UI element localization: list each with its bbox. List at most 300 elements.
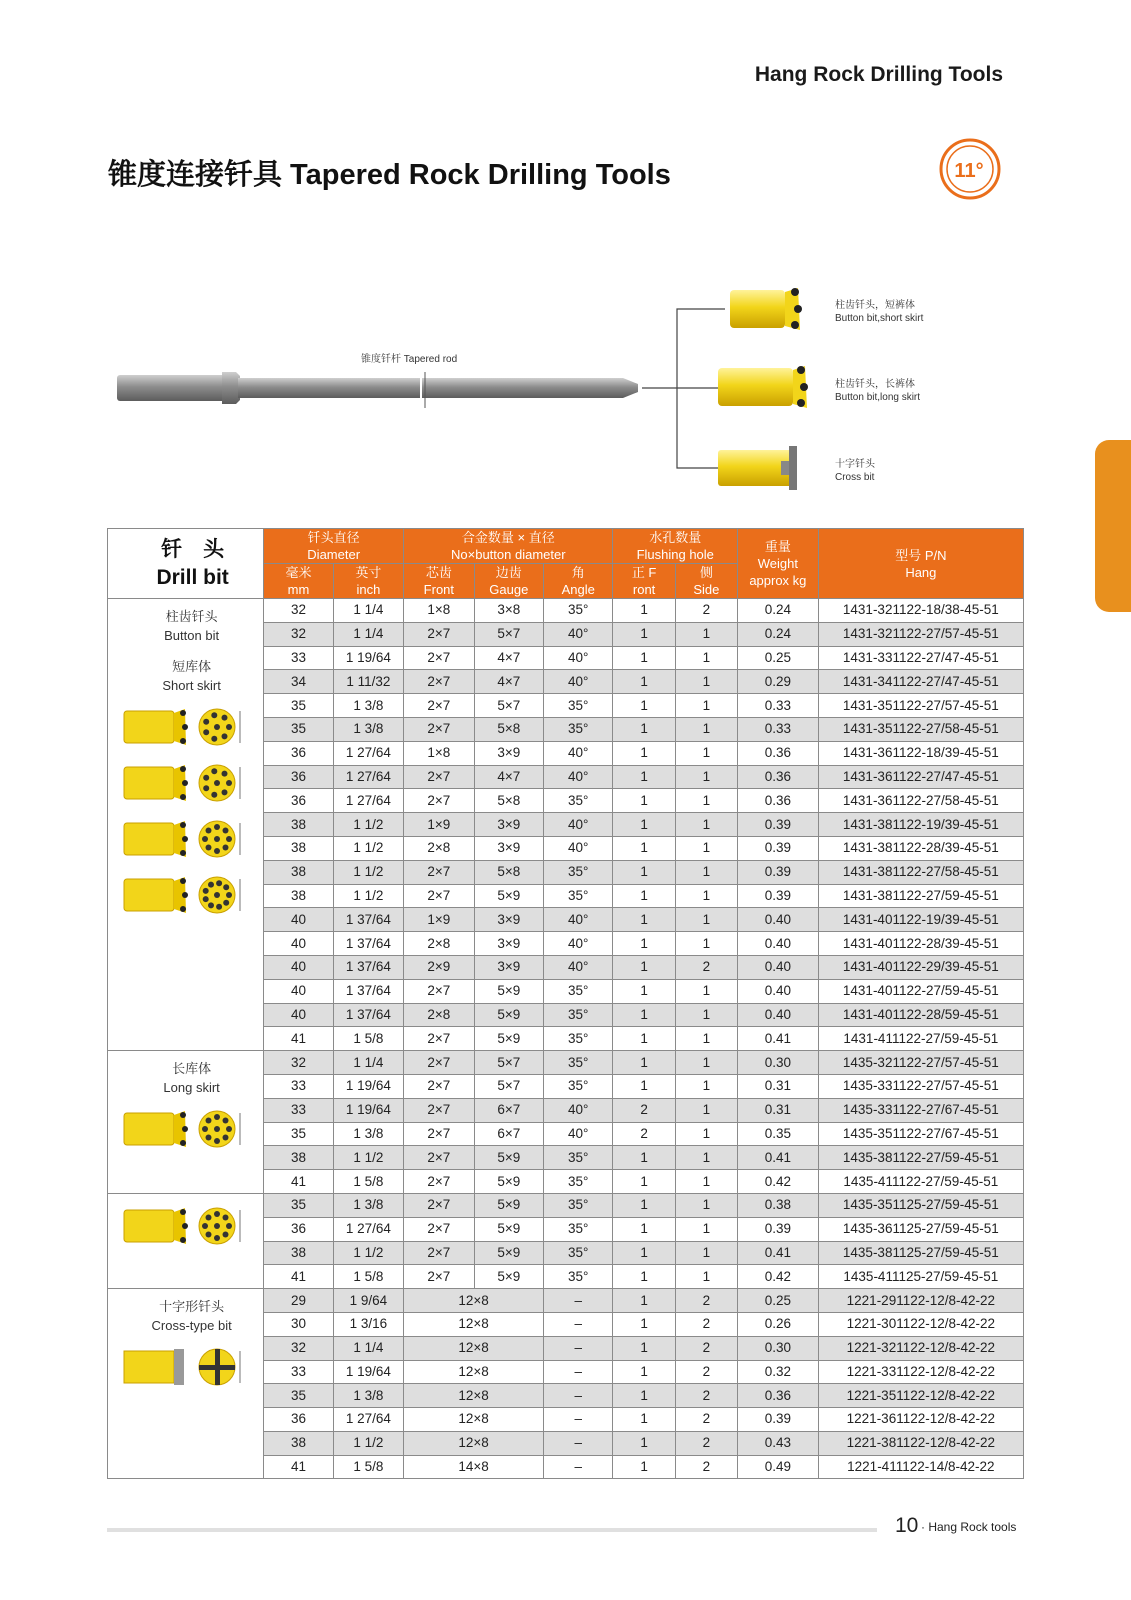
group-label-cross: 十字形钎头 Cross-type bit	[151, 1299, 232, 1334]
cell-flush-side: 1	[675, 884, 737, 908]
cell-inch: 1 1/4	[333, 599, 403, 623]
cell-buttons: 12×8	[404, 1289, 544, 1313]
cell-buttons: 12×8	[404, 1384, 544, 1408]
cell-gauge: 4×7	[474, 670, 543, 694]
cell-flush-front: 1	[613, 599, 675, 623]
group-label-long: 长库体 Long skirt	[163, 1061, 220, 1096]
cell-inch: 1 3/8	[333, 1193, 403, 1217]
cell-angle: 40°	[544, 908, 613, 932]
cell-gauge: 5×9	[474, 1146, 543, 1170]
cell-gauge: 4×7	[474, 646, 543, 670]
cell-weight: 0.35	[738, 1122, 819, 1146]
cell-part-number: 1431-381122-27/59-45-51	[818, 884, 1023, 908]
cell-gauge: 3×9	[474, 932, 543, 956]
cell-inch: 1 3/8	[333, 694, 403, 718]
cell-part-number: 1221-321122-12/8-42-22	[818, 1336, 1023, 1360]
cell-part-number: 1221-291122-12/8-42-22	[818, 1289, 1023, 1313]
cell-gauge: 5×9	[474, 1027, 543, 1051]
cell-angle: 35°	[544, 717, 613, 741]
cell-flush-side: 1	[675, 1170, 737, 1194]
cell-mm: 35	[264, 1384, 333, 1408]
cell-weight: 0.39	[738, 1217, 819, 1241]
cell-mm: 36	[264, 765, 333, 789]
cell-mm: 38	[264, 813, 333, 837]
cell-mm: 40	[264, 979, 333, 1003]
cell-angle: 35°	[544, 1217, 613, 1241]
cell-gauge: 5×9	[474, 1241, 543, 1265]
cell-flush-side: 2	[675, 599, 737, 623]
cell-angle: –	[544, 1455, 613, 1479]
cell-front: 2×7	[404, 1051, 474, 1075]
cell-flush-side: 1	[675, 813, 737, 837]
cell-buttons: 12×8	[404, 1431, 544, 1455]
cell-weight: 0.40	[738, 979, 819, 1003]
cell-front: 2×7	[404, 717, 474, 741]
cell-angle: 40°	[544, 1098, 613, 1122]
button-bit-long-skirt-icon	[718, 366, 808, 408]
cell-angle: 40°	[544, 1122, 613, 1146]
bit-thumbnail-icon	[122, 1204, 247, 1250]
cell-flush-side: 1	[675, 789, 737, 813]
cell-inch: 1 1/2	[333, 884, 403, 908]
cell-angle: 35°	[544, 1241, 613, 1265]
cell-mm: 38	[264, 1241, 333, 1265]
cell-flush-side: 1	[675, 836, 737, 860]
header-mm: 毫米 mm	[264, 564, 333, 599]
cell-mm: 41	[264, 1455, 333, 1479]
bit-thumbnail-icon	[122, 1107, 247, 1153]
cell-inch: 1 1/2	[333, 1241, 403, 1265]
cell-weight: 0.40	[738, 955, 819, 979]
cell-front: 2×7	[404, 1193, 474, 1217]
cell-flush-side: 1	[675, 1265, 737, 1289]
rod-label: 锥度钎杆 Tapered rod	[361, 354, 458, 365]
cell-weight: 0.36	[738, 741, 819, 765]
cell-front: 2×7	[404, 1098, 474, 1122]
cell-gauge: 6×7	[474, 1098, 543, 1122]
cell-angle: 35°	[544, 1074, 613, 1098]
cell-flush-front: 1	[613, 789, 675, 813]
bit-thumbnail-icon	[122, 817, 247, 863]
cell-flush-front: 1	[613, 1193, 675, 1217]
cell-mm: 38	[264, 1431, 333, 1455]
angle-badge-text: 11°	[954, 160, 984, 182]
cell-part-number: 1431-401122-19/39-45-51	[818, 908, 1023, 932]
page-number: 10	[895, 1514, 919, 1537]
cell-mm: 36	[264, 789, 333, 813]
cell-inch: 1 3/8	[333, 1122, 403, 1146]
cell-angle: 40°	[544, 813, 613, 837]
cell-flush-side: 1	[675, 1217, 737, 1241]
cell-flush-front: 1	[613, 1241, 675, 1265]
cell-flush-side: 1	[675, 670, 737, 694]
cell-weight: 0.40	[738, 1003, 819, 1027]
cell-part-number: 1221-381122-12/8-42-22	[818, 1431, 1023, 1455]
cell-gauge: 6×7	[474, 1122, 543, 1146]
cell-weight: 0.30	[738, 1051, 819, 1075]
table-corner: 钎 头 Drill bit	[108, 529, 264, 599]
header-front: 芯齿 Front	[404, 564, 474, 599]
cell-angle: 40°	[544, 765, 613, 789]
group-cross	[108, 1289, 264, 1479]
cell-mm: 32	[264, 1051, 333, 1075]
cell-inch: 1 1/2	[333, 836, 403, 860]
cell-mm: 41	[264, 1265, 333, 1289]
cell-angle: 40°	[544, 932, 613, 956]
cell-part-number: 1435-411122-27/59-45-51	[818, 1170, 1023, 1194]
cell-front: 2×7	[404, 670, 474, 694]
cell-mm: 36	[264, 1217, 333, 1241]
cell-flush-front: 1	[613, 670, 675, 694]
cell-flush-front: 1	[613, 741, 675, 765]
cell-mm: 32	[264, 599, 333, 623]
cell-inch: 1 27/64	[333, 1217, 403, 1241]
group-short-skirt	[108, 599, 264, 1051]
cell-front: 2×7	[404, 860, 474, 884]
cell-gauge: 5×9	[474, 1217, 543, 1241]
cell-mm: 40	[264, 932, 333, 956]
cell-flush-side: 1	[675, 622, 737, 646]
cell-weight: 0.40	[738, 932, 819, 956]
cell-weight: 0.29	[738, 670, 819, 694]
cell-front: 2×7	[404, 1170, 474, 1194]
cell-gauge: 3×9	[474, 836, 543, 860]
cell-inch: 1 27/64	[333, 765, 403, 789]
cell-gauge: 5×8	[474, 789, 543, 813]
cell-front: 2×7	[404, 694, 474, 718]
cell-flush-side: 1	[675, 908, 737, 932]
cell-front: 2×7	[404, 789, 474, 813]
cell-flush-front: 1	[613, 1217, 675, 1241]
cell-inch: 1 11/32	[333, 670, 403, 694]
cell-mm: 33	[264, 646, 333, 670]
cell-weight: 0.49	[738, 1455, 819, 1479]
cell-flush-front: 1	[613, 1170, 675, 1194]
cell-flush-front: 1	[613, 836, 675, 860]
cell-gauge: 5×9	[474, 1003, 543, 1027]
cell-angle: 40°	[544, 646, 613, 670]
cell-flush-side: 1	[675, 1122, 737, 1146]
header-flush-front: 正 F ront	[613, 564, 675, 599]
cell-mm: 38	[264, 836, 333, 860]
cell-part-number: 1435-351125-27/59-45-51	[818, 1193, 1023, 1217]
cell-angle: 35°	[544, 1027, 613, 1051]
cell-flush-side: 1	[675, 979, 737, 1003]
cell-flush-side: 2	[675, 1289, 737, 1313]
cell-angle: 35°	[544, 789, 613, 813]
cell-mm: 32	[264, 622, 333, 646]
cell-front: 2×7	[404, 884, 474, 908]
button-bit-short-skirt-icon	[730, 288, 802, 330]
cell-mm: 33	[264, 1360, 333, 1384]
cell-part-number: 1431-381122-19/39-45-51	[818, 813, 1023, 837]
cell-inch: 1 1/2	[333, 1146, 403, 1170]
cell-part-number: 1435-411125-27/59-45-51	[818, 1265, 1023, 1289]
cell-inch: 1 27/64	[333, 741, 403, 765]
cell-flush-front: 1	[613, 694, 675, 718]
cell-gauge: 3×9	[474, 813, 543, 837]
cell-angle: 35°	[544, 1051, 613, 1075]
cell-front: 2×7	[404, 1146, 474, 1170]
cell-weight: 0.32	[738, 1360, 819, 1384]
cell-buttons: 12×8	[404, 1312, 544, 1336]
cell-part-number: 1435-331122-27/67-45-51	[818, 1098, 1023, 1122]
cell-mm: 33	[264, 1098, 333, 1122]
angle-badge	[938, 137, 1002, 201]
cell-weight: 0.24	[738, 599, 819, 623]
cell-inch: 1 1/4	[333, 622, 403, 646]
cell-weight: 0.36	[738, 1384, 819, 1408]
cell-weight: 0.41	[738, 1241, 819, 1265]
cell-flush-front: 1	[613, 813, 675, 837]
cell-flush-front: 1	[613, 1360, 675, 1384]
cell-part-number: 1431-341122-27/47-45-51	[818, 670, 1023, 694]
cell-weight: 0.30	[738, 1336, 819, 1360]
cell-part-number: 1431-361122-18/39-45-51	[818, 741, 1023, 765]
spec-table	[107, 528, 1024, 1479]
cell-gauge: 3×9	[474, 955, 543, 979]
cross-bit-thumbnail-icon	[122, 1345, 247, 1391]
cell-flush-side: 1	[675, 1074, 737, 1098]
cell-weight: 0.39	[738, 860, 819, 884]
cell-angle: 35°	[544, 860, 613, 884]
cell-front: 2×7	[404, 622, 474, 646]
cell-part-number: 1431-401122-27/59-45-51	[818, 979, 1023, 1003]
header-weight: 重量 Weight approx kg	[738, 529, 819, 599]
cell-angle: –	[544, 1312, 613, 1336]
cell-inch: 1 1/2	[333, 1431, 403, 1455]
cell-flush-front: 1	[613, 717, 675, 741]
cell-front: 1×9	[404, 813, 474, 837]
cell-mm: 41	[264, 1027, 333, 1051]
cell-flush-side: 2	[675, 1431, 737, 1455]
header-angle: 角 Angle	[544, 564, 613, 599]
cell-angle: 35°	[544, 599, 613, 623]
header-pn: 型号 P/N Hang	[818, 529, 1023, 599]
cell-flush-front: 2	[613, 1098, 675, 1122]
cell-part-number: 1435-331122-27/57-45-51	[818, 1074, 1023, 1098]
cell-flush-side: 2	[675, 1408, 737, 1432]
cell-weight: 0.33	[738, 717, 819, 741]
header-flushing: 水孔数量 Flushing hole	[613, 529, 738, 564]
cell-gauge: 4×7	[474, 765, 543, 789]
cell-flush-front: 1	[613, 1003, 675, 1027]
header-buttons: 合金数量 × 直径 No×button diameter	[404, 529, 613, 564]
bit-label-long: 柱齿钎头，长裤体 Button bit,long skirt	[835, 379, 921, 403]
cell-mm: 38	[264, 1146, 333, 1170]
cell-angle: –	[544, 1336, 613, 1360]
cell-flush-front: 1	[613, 1455, 675, 1479]
cell-front: 2×7	[404, 1027, 474, 1051]
group-long-skirt-2	[108, 1193, 264, 1288]
bit-thumbnail-icon	[122, 873, 247, 919]
cell-part-number: 1431-381122-27/58-45-51	[818, 860, 1023, 884]
cell-flush-side: 1	[675, 932, 737, 956]
cell-front: 1×8	[404, 599, 474, 623]
cell-part-number: 1435-351122-27/67-45-51	[818, 1122, 1023, 1146]
cell-angle: 35°	[544, 1170, 613, 1194]
cell-angle: 35°	[544, 1193, 613, 1217]
cell-mm: 33	[264, 1074, 333, 1098]
cell-inch: 1 5/8	[333, 1455, 403, 1479]
header-flush-side: 侧 Side	[675, 564, 737, 599]
cell-flush-front: 1	[613, 884, 675, 908]
cell-flush-front: 1	[613, 1312, 675, 1336]
rod-bits-illustration	[0, 280, 1131, 500]
cell-flush-side: 2	[675, 1360, 737, 1384]
cell-inch: 1 9/64	[333, 1289, 403, 1313]
bit-label-cross: 十字钎头 Cross bit	[835, 459, 875, 483]
cell-flush-side: 1	[675, 1051, 737, 1075]
cell-angle: 40°	[544, 741, 613, 765]
cell-inch: 1 5/8	[333, 1027, 403, 1051]
cell-weight: 0.25	[738, 646, 819, 670]
cell-mm: 40	[264, 908, 333, 932]
cell-mm: 41	[264, 1170, 333, 1194]
cell-front: 2×7	[404, 1074, 474, 1098]
cell-inch: 1 5/8	[333, 1170, 403, 1194]
cell-angle: –	[544, 1384, 613, 1408]
table-row	[108, 1289, 1024, 1313]
header-inch: 英寸 inch	[333, 564, 403, 599]
table-row	[108, 1051, 1024, 1075]
cell-gauge: 5×7	[474, 694, 543, 718]
cell-angle: 40°	[544, 955, 613, 979]
cell-flush-front: 1	[613, 955, 675, 979]
cell-part-number: 1221-361122-12/8-42-22	[818, 1408, 1023, 1432]
cell-weight: 0.39	[738, 836, 819, 860]
cell-weight: 0.42	[738, 1170, 819, 1194]
cell-part-number: 1431-361122-27/47-45-51	[818, 765, 1023, 789]
cell-buttons: 12×8	[404, 1408, 544, 1432]
cell-flush-front: 1	[613, 860, 675, 884]
cell-weight: 0.31	[738, 1074, 819, 1098]
cell-weight: 0.25	[738, 1289, 819, 1313]
table-row	[108, 599, 1024, 623]
cell-flush-side: 2	[675, 1312, 737, 1336]
cell-flush-front: 1	[613, 908, 675, 932]
cell-flush-side: 2	[675, 955, 737, 979]
cell-flush-front: 1	[613, 1408, 675, 1432]
cell-buttons: 12×8	[404, 1336, 544, 1360]
cell-flush-side: 1	[675, 765, 737, 789]
cell-buttons: 12×8	[404, 1360, 544, 1384]
header-diameter: 钎头直径 Diameter	[264, 529, 404, 564]
cell-mm: 40	[264, 955, 333, 979]
cell-front: 2×7	[404, 646, 474, 670]
cell-part-number: 1431-321122-18/38-45-51	[818, 599, 1023, 623]
cell-flush-side: 1	[675, 1241, 737, 1265]
cell-gauge: 5×9	[474, 884, 543, 908]
cell-angle: 35°	[544, 694, 613, 718]
cell-front: 2×7	[404, 1265, 474, 1289]
cell-mm: 35	[264, 717, 333, 741]
cell-weight: 0.26	[738, 1312, 819, 1336]
cell-part-number: 1435-321122-27/57-45-51	[818, 1051, 1023, 1075]
cell-flush-side: 1	[675, 860, 737, 884]
cell-part-number: 1431-321122-27/57-45-51	[818, 622, 1023, 646]
cell-flush-front: 1	[613, 1384, 675, 1408]
cell-flush-side: 1	[675, 1146, 737, 1170]
footer-rule	[107, 1528, 877, 1532]
cell-mm: 35	[264, 1122, 333, 1146]
cell-inch: 1 1/4	[333, 1051, 403, 1075]
header-gauge: 边齿 Gauge	[474, 564, 543, 599]
cell-mm: 34	[264, 670, 333, 694]
cell-inch: 1 27/64	[333, 1408, 403, 1432]
cell-inch: 1 1/2	[333, 860, 403, 884]
cell-part-number: 1221-411122-14/8-42-22	[818, 1455, 1023, 1479]
cell-weight: 0.39	[738, 1408, 819, 1432]
cell-inch: 1 1/4	[333, 1336, 403, 1360]
cell-flush-front: 1	[613, 622, 675, 646]
cell-part-number: 1431-331122-27/47-45-51	[818, 646, 1023, 670]
cell-inch: 1 37/64	[333, 1003, 403, 1027]
bit-label-short: 柱齿钎头，短裤体 Button bit,short skirt	[835, 300, 924, 324]
cell-gauge: 5×8	[474, 717, 543, 741]
cell-gauge: 5×7	[474, 622, 543, 646]
cell-gauge: 5×9	[474, 979, 543, 1003]
cell-flush-front: 1	[613, 646, 675, 670]
cell-flush-front: 1	[613, 1146, 675, 1170]
cell-weight: 0.38	[738, 1193, 819, 1217]
cell-flush-side: 1	[675, 1098, 737, 1122]
cell-weight: 0.36	[738, 765, 819, 789]
cell-flush-side: 1	[675, 646, 737, 670]
cell-part-number: 1435-381122-27/59-45-51	[818, 1146, 1023, 1170]
cell-inch: 1 19/64	[333, 646, 403, 670]
cell-gauge: 5×9	[474, 1170, 543, 1194]
cell-weight: 0.24	[738, 622, 819, 646]
cell-part-number: 1435-361125-27/59-45-51	[818, 1217, 1023, 1241]
cell-flush-side: 1	[675, 1027, 737, 1051]
cell-angle: –	[544, 1360, 613, 1384]
cell-gauge: 5×9	[474, 1193, 543, 1217]
cell-mm: 38	[264, 860, 333, 884]
cell-inch: 1 3/8	[333, 717, 403, 741]
cell-part-number: 1431-351122-27/58-45-51	[818, 717, 1023, 741]
cell-flush-front: 1	[613, 1051, 675, 1075]
cell-flush-front: 1	[613, 1074, 675, 1098]
cell-gauge: 3×8	[474, 599, 543, 623]
cell-flush-side: 1	[675, 694, 737, 718]
cell-inch: 1 37/64	[333, 979, 403, 1003]
cell-flush-front: 1	[613, 979, 675, 1003]
cell-flush-side: 1	[675, 717, 737, 741]
cell-weight: 0.36	[738, 789, 819, 813]
cell-mm: 35	[264, 694, 333, 718]
cell-angle: 35°	[544, 1003, 613, 1027]
cell-angle: 40°	[544, 836, 613, 860]
cell-flush-front: 2	[613, 1122, 675, 1146]
cell-weight: 0.39	[738, 884, 819, 908]
cell-buttons: 14×8	[404, 1455, 544, 1479]
cell-mm: 40	[264, 1003, 333, 1027]
cell-flush-side: 1	[675, 741, 737, 765]
cell-part-number: 1221-301122-12/8-42-22	[818, 1312, 1023, 1336]
cell-angle: 35°	[544, 1265, 613, 1289]
page-title: 锥度连接钎具 Tapered Rock Drilling Tools	[108, 159, 671, 191]
cell-flush-side: 2	[675, 1336, 737, 1360]
group-label-button: 柱齿钎头 Button bit 短库体 Short skirt	[162, 609, 221, 693]
cell-part-number: 1431-401122-28/39-45-51	[818, 932, 1023, 956]
cell-inch: 1 37/64	[333, 955, 403, 979]
cell-mm: 30	[264, 1312, 333, 1336]
cell-gauge: 5×7	[474, 1074, 543, 1098]
cell-flush-front: 1	[613, 1265, 675, 1289]
cell-weight: 0.41	[738, 1027, 819, 1051]
cell-front: 2×7	[404, 765, 474, 789]
